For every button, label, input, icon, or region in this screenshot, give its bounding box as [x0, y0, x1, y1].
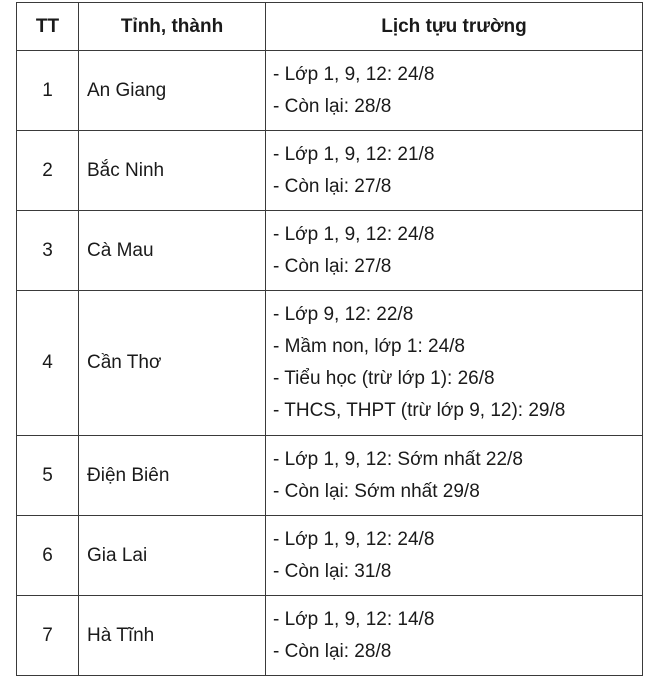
province-name: Hà Tĩnh — [79, 596, 266, 676]
table-row — [17, 291, 643, 436]
table-row — [17, 131, 643, 211]
schedule-line: - Lớp 9, 12: 22/8 — [273, 304, 414, 325]
school-opening-schedule-table — [16, 2, 643, 676]
schedule-cell — [266, 516, 643, 596]
row-number: 7 — [17, 596, 79, 676]
schedule-line: - Lớp 1, 9, 12: Sớm nhất 22/8 — [273, 448, 523, 470]
province-name: Cà Mau — [79, 211, 266, 291]
row-number: 4 — [17, 291, 79, 436]
province-name: An Giang — [79, 51, 266, 131]
schedule-cell — [266, 211, 643, 291]
schedule-line: - Còn lại: 27/8 — [273, 175, 392, 197]
schedule-line: - Lớp 1, 9, 12: 24/8 — [273, 223, 435, 245]
row-number: 2 — [17, 131, 79, 211]
schedule-line: - Còn lại: 28/8 — [273, 640, 392, 662]
header-province: Tỉnh, thành — [79, 3, 266, 51]
schedule-cell — [266, 51, 643, 131]
schedule-cell — [266, 436, 643, 516]
province-name: Gia Lai — [79, 516, 266, 596]
schedule-line: - Còn lại: 31/8 — [273, 560, 392, 582]
row-number: 6 — [17, 516, 79, 596]
row-number: 5 — [17, 436, 79, 516]
province-name: Bắc Ninh — [79, 131, 266, 211]
table-row — [17, 211, 643, 291]
row-number: 1 — [17, 51, 79, 131]
table-row — [17, 596, 643, 676]
province-name: Cần Thơ — [79, 291, 266, 436]
schedule-line: - Tiểu học (trừ lớp 1): 26/8 — [273, 368, 495, 389]
table-row — [17, 436, 643, 516]
schedule-line: - Lớp 1, 9, 12: 24/8 — [273, 528, 435, 550]
schedule-line: - THCS, THPT (trừ lớp 9, 12): 29/8 — [273, 400, 566, 421]
schedule-line: - Lớp 1, 9, 12: 21/8 — [273, 143, 435, 165]
row-number: 3 — [17, 211, 79, 291]
table-row — [17, 516, 643, 596]
table-header-row — [17, 3, 643, 51]
table-row — [17, 51, 643, 131]
schedule-cell — [266, 131, 643, 211]
header-schedule: Lịch tựu trường — [266, 3, 643, 51]
schedule-line: - Lớp 1, 9, 12: 14/8 — [273, 608, 435, 630]
schedule-line: - Lớp 1, 9, 12: 24/8 — [273, 63, 435, 85]
schedule-line: - Còn lại: 28/8 — [273, 95, 392, 117]
header-tt: TT — [17, 3, 79, 51]
schedule-line: - Còn lại: 27/8 — [273, 255, 392, 277]
province-name: Điện Biên — [79, 436, 266, 516]
schedule-line: - Còn lại: Sớm nhất 29/8 — [273, 480, 480, 502]
schedule-line: - Mầm non, lớp 1: 24/8 — [273, 336, 465, 357]
schedule-cell — [266, 291, 643, 436]
schedule-cell — [266, 596, 643, 676]
